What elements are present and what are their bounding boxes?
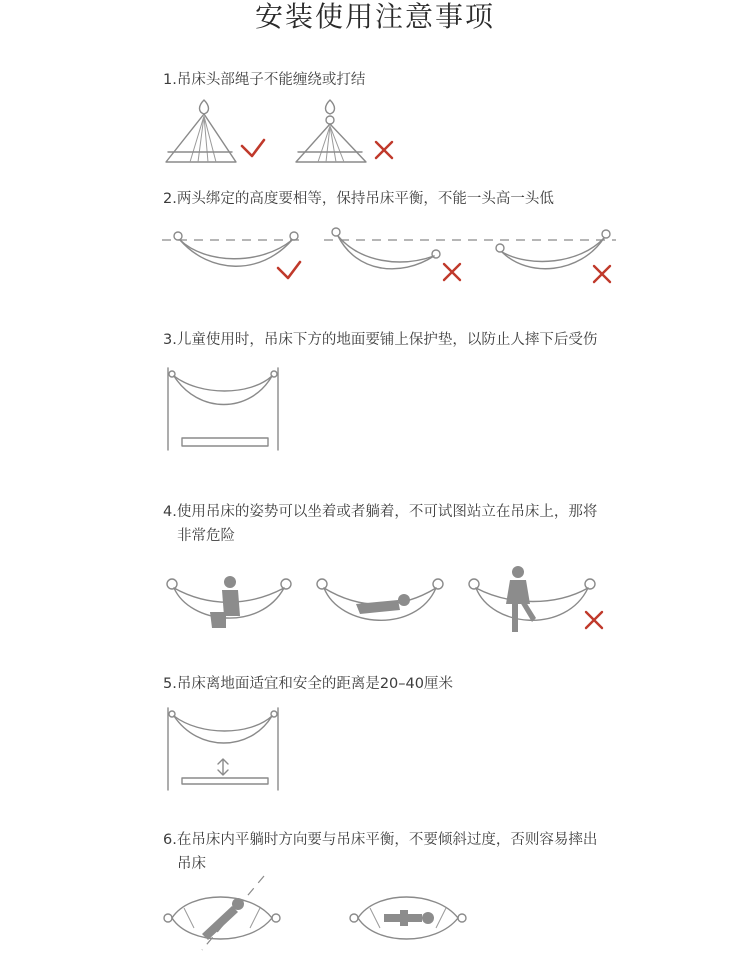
left-high-hammock <box>332 228 440 269</box>
cross-icon <box>586 612 602 628</box>
instruction-5 <box>163 672 453 696</box>
instruction-6-text: 6.在吊床内平躺时方向要与吊床平衡，不要倾斜过度，否则容易摔出 <box>163 832 598 848</box>
cross-icon <box>594 266 610 282</box>
instruction-5-text: 5.吊床离地面适宜和安全的距离是20–40厘米 <box>163 676 453 692</box>
instruction-4 <box>163 500 597 548</box>
posture-illustration <box>160 566 620 642</box>
mat-illustration <box>160 366 290 456</box>
orientation-illustration <box>160 872 480 952</box>
double-arrow-icon <box>218 759 228 775</box>
instruction-6-text-2: 吊床 <box>177 856 206 872</box>
instruction-2 <box>163 187 554 211</box>
standing-hammock <box>469 566 595 632</box>
height-illustration <box>160 224 620 288</box>
wrong-rope-hammock <box>296 100 366 162</box>
standing-person-icon <box>506 566 536 632</box>
check-icon <box>278 262 300 278</box>
instruction-1 <box>163 68 365 92</box>
correct-rope-hammock <box>166 100 236 162</box>
level-hammock <box>174 232 298 266</box>
instruction-4-text: 4.使用吊床的姿势可以坐着或者躺着，不可试图站立在吊床上，那将 <box>163 504 598 520</box>
diagonal-hammock <box>164 876 280 950</box>
rope-illustration <box>160 96 420 168</box>
instruction-3 <box>163 328 597 352</box>
instruction-3-text: 3.儿童使用时，吊床下方的地面要铺上保护垫，以防止人摔下后受伤 <box>163 332 598 348</box>
straight-person-icon <box>384 910 434 926</box>
instruction-4-text-2: 非常危险 <box>177 528 235 544</box>
page-title: 安装使用注意事项 <box>254 0 495 33</box>
cross-icon <box>376 142 392 158</box>
instruction-6 <box>163 828 597 876</box>
lying-person-icon <box>356 594 410 614</box>
diagonal-person-icon <box>202 898 244 940</box>
ground-distance-illustration <box>160 706 290 796</box>
cross-icon <box>444 264 460 280</box>
lying-hammock <box>317 579 443 620</box>
instruction-2-text: 2.两头绑定的高度要相等，保持吊床平衡，不能一头高一头低 <box>163 191 554 207</box>
instruction-1-text: 1.吊床头部绳子不能缠绕或打结 <box>163 72 366 88</box>
sitting-hammock <box>167 576 291 628</box>
straight-hammock <box>350 897 466 939</box>
right-high-hammock <box>496 230 610 269</box>
check-icon <box>242 140 264 156</box>
